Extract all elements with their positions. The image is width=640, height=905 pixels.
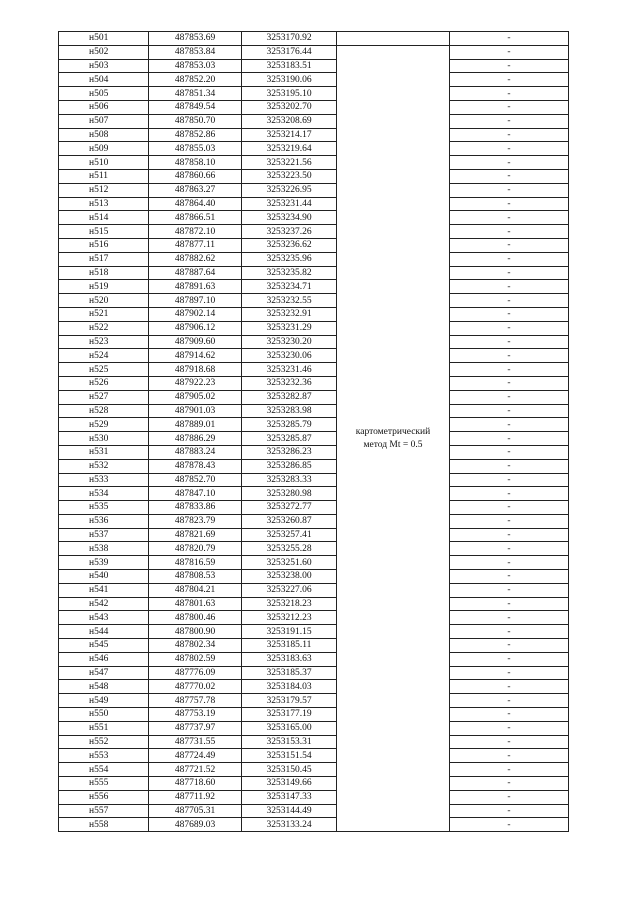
x-coordinate-cell: 487918.68 [149, 363, 242, 377]
note-cell: - [450, 790, 569, 804]
table-row [59, 32, 569, 46]
x-coordinate-cell: 487891.63 [149, 280, 242, 294]
method-cell-merged [337, 45, 450, 831]
note-cell: - [450, 238, 569, 252]
x-coordinate-cell: 487721.52 [149, 763, 242, 777]
point-id-cell: н526 [59, 376, 149, 390]
x-coordinate-cell: 487823.79 [149, 514, 242, 528]
y-coordinate-cell: 3253234.71 [242, 280, 337, 294]
note-cell: - [450, 376, 569, 390]
x-coordinate-cell: 487724.49 [149, 749, 242, 763]
note-cell: - [450, 652, 569, 666]
y-coordinate-cell: 3253221.56 [242, 156, 337, 170]
y-coordinate-cell: 3253232.55 [242, 294, 337, 308]
table-row [59, 570, 569, 584]
point-id-cell: н522 [59, 321, 149, 335]
point-id-cell: н514 [59, 211, 149, 225]
x-coordinate-cell: 487689.03 [149, 818, 242, 832]
x-coordinate-cell: 487922.23 [149, 376, 242, 390]
table-row [59, 211, 569, 225]
table-row [59, 45, 569, 59]
x-coordinate-cell: 487737.97 [149, 721, 242, 735]
x-coordinate-cell: 487887.64 [149, 266, 242, 280]
y-coordinate-cell: 3253234.90 [242, 211, 337, 225]
x-coordinate-cell: 487909.60 [149, 335, 242, 349]
point-id-cell: н507 [59, 114, 149, 128]
table-row [59, 528, 569, 542]
point-id-cell: н552 [59, 735, 149, 749]
x-coordinate-cell: 487889.01 [149, 418, 242, 432]
point-id-cell: н502 [59, 45, 149, 59]
note-cell: - [450, 294, 569, 308]
note-cell: - [450, 528, 569, 542]
table-row [59, 763, 569, 777]
x-coordinate-cell: 487858.10 [149, 156, 242, 170]
note-cell: - [450, 252, 569, 266]
note-cell: - [450, 708, 569, 722]
x-coordinate-cell: 487847.10 [149, 487, 242, 501]
note-cell: - [450, 45, 569, 59]
note-cell: - [450, 445, 569, 459]
table-row [59, 639, 569, 653]
table-row [59, 363, 569, 377]
point-id-cell: н505 [59, 87, 149, 101]
point-id-cell: н545 [59, 639, 149, 653]
note-cell: - [450, 570, 569, 584]
note-cell: - [450, 487, 569, 501]
y-coordinate-cell: 3253272.77 [242, 501, 337, 515]
coordinates-table [58, 31, 569, 832]
point-id-cell: н512 [59, 183, 149, 197]
x-coordinate-cell: 487801.63 [149, 597, 242, 611]
x-coordinate-cell: 487776.09 [149, 666, 242, 680]
point-id-cell: н553 [59, 749, 149, 763]
y-coordinate-cell: 3253283.33 [242, 473, 337, 487]
table-row [59, 625, 569, 639]
note-cell: - [450, 418, 569, 432]
table-row [59, 804, 569, 818]
y-coordinate-cell: 3253257.41 [242, 528, 337, 542]
y-coordinate-cell: 3253232.36 [242, 376, 337, 390]
y-coordinate-cell: 3253231.29 [242, 321, 337, 335]
table-row [59, 445, 569, 459]
y-coordinate-cell: 3253282.87 [242, 390, 337, 404]
x-coordinate-cell: 487886.29 [149, 432, 242, 446]
x-coordinate-cell: 487802.59 [149, 652, 242, 666]
note-cell: - [450, 804, 569, 818]
x-coordinate-cell: 487863.27 [149, 183, 242, 197]
y-coordinate-cell: 3253183.63 [242, 652, 337, 666]
y-coordinate-cell: 3253255.28 [242, 542, 337, 556]
y-coordinate-cell: 3253202.70 [242, 100, 337, 114]
table-row [59, 225, 569, 239]
point-id-cell: н542 [59, 597, 149, 611]
note-cell: - [450, 349, 569, 363]
note-cell: - [450, 542, 569, 556]
note-cell: - [450, 777, 569, 791]
point-id-cell: н523 [59, 335, 149, 349]
y-coordinate-cell: 3253219.64 [242, 142, 337, 156]
y-coordinate-cell: 3253218.23 [242, 597, 337, 611]
y-coordinate-cell: 3253238.00 [242, 570, 337, 584]
method-line-2: метод Mt = 0.5 [363, 439, 423, 450]
point-id-cell: н503 [59, 59, 149, 73]
point-id-cell: н537 [59, 528, 149, 542]
y-coordinate-cell: 3253232.91 [242, 307, 337, 321]
method-line-1: картометрический [355, 426, 431, 437]
point-id-cell: н508 [59, 128, 149, 142]
table-row [59, 87, 569, 101]
table-row [59, 169, 569, 183]
table-row [59, 514, 569, 528]
table-row [59, 473, 569, 487]
point-id-cell: н544 [59, 625, 149, 639]
table-row [59, 252, 569, 266]
point-id-cell: н556 [59, 790, 149, 804]
point-id-cell: н501 [59, 32, 149, 46]
y-coordinate-cell: 3253223.50 [242, 169, 337, 183]
y-coordinate-cell: 3253214.17 [242, 128, 337, 142]
x-coordinate-cell: 487872.10 [149, 225, 242, 239]
note-cell: - [450, 142, 569, 156]
note-cell: - [450, 680, 569, 694]
table-row [59, 114, 569, 128]
table-row [59, 597, 569, 611]
table-row [59, 73, 569, 87]
x-coordinate-cell: 487820.79 [149, 542, 242, 556]
point-id-cell: н511 [59, 169, 149, 183]
note-cell: - [450, 501, 569, 515]
y-coordinate-cell: 3253165.00 [242, 721, 337, 735]
point-id-cell: н536 [59, 514, 149, 528]
note-cell: - [450, 390, 569, 404]
y-coordinate-cell: 3253230.06 [242, 349, 337, 363]
y-coordinate-cell: 3253280.98 [242, 487, 337, 501]
table-row [59, 777, 569, 791]
point-id-cell: н540 [59, 570, 149, 584]
point-id-cell: н534 [59, 487, 149, 501]
table-row [59, 307, 569, 321]
x-coordinate-cell: 487849.54 [149, 100, 242, 114]
x-coordinate-cell: 487866.51 [149, 211, 242, 225]
table-row [59, 749, 569, 763]
x-coordinate-cell: 487852.70 [149, 473, 242, 487]
note-cell: - [450, 749, 569, 763]
x-coordinate-cell: 487731.55 [149, 735, 242, 749]
point-id-cell: н550 [59, 708, 149, 722]
x-coordinate-cell: 487833.86 [149, 501, 242, 515]
table-row [59, 432, 569, 446]
table-row [59, 321, 569, 335]
point-id-cell: н547 [59, 666, 149, 680]
point-id-cell: н504 [59, 73, 149, 87]
table-row [59, 459, 569, 473]
point-id-cell: н554 [59, 763, 149, 777]
x-coordinate-cell: 487800.90 [149, 625, 242, 639]
note-cell: - [450, 639, 569, 653]
table-row [59, 349, 569, 363]
note-cell: - [450, 32, 569, 46]
note-cell: - [450, 59, 569, 73]
x-coordinate-cell: 487770.02 [149, 680, 242, 694]
note-cell: - [450, 335, 569, 349]
y-coordinate-cell: 3253133.24 [242, 818, 337, 832]
y-coordinate-cell: 3253286.23 [242, 445, 337, 459]
y-coordinate-cell: 3253153.31 [242, 735, 337, 749]
note-cell: - [450, 307, 569, 321]
x-coordinate-cell: 487864.40 [149, 197, 242, 211]
note-cell: - [450, 197, 569, 211]
table-row [59, 611, 569, 625]
table-row [59, 501, 569, 515]
x-coordinate-cell: 487711.92 [149, 790, 242, 804]
table-row [59, 666, 569, 680]
point-id-cell: н533 [59, 473, 149, 487]
y-coordinate-cell: 3253231.46 [242, 363, 337, 377]
table-row [59, 735, 569, 749]
y-coordinate-cell: 3253184.03 [242, 680, 337, 694]
y-coordinate-cell: 3253151.54 [242, 749, 337, 763]
x-coordinate-cell: 487851.34 [149, 87, 242, 101]
x-coordinate-cell: 487816.59 [149, 556, 242, 570]
table-row [59, 128, 569, 142]
point-id-cell: н538 [59, 542, 149, 556]
table-row [59, 294, 569, 308]
note-cell: - [450, 583, 569, 597]
y-coordinate-cell: 3253212.23 [242, 611, 337, 625]
note-cell: - [450, 556, 569, 570]
point-id-cell: н541 [59, 583, 149, 597]
x-coordinate-cell: 487800.46 [149, 611, 242, 625]
point-id-cell: н528 [59, 404, 149, 418]
y-coordinate-cell: 3253230.20 [242, 335, 337, 349]
y-coordinate-cell: 3253147.33 [242, 790, 337, 804]
note-cell: - [450, 280, 569, 294]
table-row [59, 390, 569, 404]
y-coordinate-cell: 3253177.19 [242, 708, 337, 722]
x-coordinate-cell: 487853.03 [149, 59, 242, 73]
point-id-cell: н513 [59, 197, 149, 211]
point-id-cell: н524 [59, 349, 149, 363]
x-coordinate-cell: 487850.70 [149, 114, 242, 128]
point-id-cell: н510 [59, 156, 149, 170]
table-row [59, 708, 569, 722]
point-id-cell: н521 [59, 307, 149, 321]
x-coordinate-cell: 487906.12 [149, 321, 242, 335]
note-cell: - [450, 225, 569, 239]
x-coordinate-cell: 487897.10 [149, 294, 242, 308]
y-coordinate-cell: 3253237.26 [242, 225, 337, 239]
x-coordinate-cell: 487882.62 [149, 252, 242, 266]
x-coordinate-cell: 487718.60 [149, 777, 242, 791]
x-coordinate-cell: 487852.20 [149, 73, 242, 87]
point-id-cell: н535 [59, 501, 149, 515]
note-cell: - [450, 666, 569, 680]
point-id-cell: н530 [59, 432, 149, 446]
note-cell: - [450, 114, 569, 128]
table-row [59, 487, 569, 501]
table-row [59, 818, 569, 832]
table-row [59, 100, 569, 114]
x-coordinate-cell: 487901.03 [149, 404, 242, 418]
point-id-cell: н543 [59, 611, 149, 625]
note-cell: - [450, 156, 569, 170]
note-cell: - [450, 363, 569, 377]
point-id-cell: н519 [59, 280, 149, 294]
table-row [59, 418, 569, 432]
x-coordinate-cell: 487852.86 [149, 128, 242, 142]
note-cell: - [450, 73, 569, 87]
table-row [59, 197, 569, 211]
table-row [59, 266, 569, 280]
note-cell: - [450, 432, 569, 446]
y-coordinate-cell: 3253235.82 [242, 266, 337, 280]
point-id-cell: н515 [59, 225, 149, 239]
x-coordinate-cell: 487878.43 [149, 459, 242, 473]
y-coordinate-cell: 3253236.62 [242, 238, 337, 252]
table-row [59, 721, 569, 735]
x-coordinate-cell: 487860.66 [149, 169, 242, 183]
x-coordinate-cell: 487877.11 [149, 238, 242, 252]
x-coordinate-cell: 487757.78 [149, 694, 242, 708]
coordinates-document [58, 31, 569, 832]
y-coordinate-cell: 3253260.87 [242, 514, 337, 528]
x-coordinate-cell: 487821.69 [149, 528, 242, 542]
point-id-cell: н520 [59, 294, 149, 308]
note-cell: - [450, 183, 569, 197]
y-coordinate-cell: 3253227.06 [242, 583, 337, 597]
note-cell: - [450, 128, 569, 142]
table-row [59, 790, 569, 804]
table-row [59, 652, 569, 666]
x-coordinate-cell: 487914.62 [149, 349, 242, 363]
y-coordinate-cell: 3253251.60 [242, 556, 337, 570]
point-id-cell: н549 [59, 694, 149, 708]
note-cell: - [450, 473, 569, 487]
table-row [59, 680, 569, 694]
table-row [59, 542, 569, 556]
y-coordinate-cell: 3253208.69 [242, 114, 337, 128]
note-cell: - [450, 763, 569, 777]
note-cell: - [450, 694, 569, 708]
y-coordinate-cell: 3253195.10 [242, 87, 337, 101]
note-cell: - [450, 459, 569, 473]
x-coordinate-cell: 487802.34 [149, 639, 242, 653]
note-cell: - [450, 735, 569, 749]
table-row [59, 142, 569, 156]
note-cell: - [450, 597, 569, 611]
y-coordinate-cell: 3253179.57 [242, 694, 337, 708]
table-row [59, 404, 569, 418]
point-id-cell: н539 [59, 556, 149, 570]
point-id-cell: н531 [59, 445, 149, 459]
y-coordinate-cell: 3253185.11 [242, 639, 337, 653]
point-id-cell: н551 [59, 721, 149, 735]
y-coordinate-cell: 3253185.37 [242, 666, 337, 680]
y-coordinate-cell: 3253285.87 [242, 432, 337, 446]
method-cell-first [337, 32, 450, 46]
x-coordinate-cell: 487905.02 [149, 390, 242, 404]
note-cell: - [450, 100, 569, 114]
point-id-cell: н558 [59, 818, 149, 832]
point-id-cell: н516 [59, 238, 149, 252]
y-coordinate-cell: 3253190.06 [242, 73, 337, 87]
table-row [59, 556, 569, 570]
x-coordinate-cell: 487853.69 [149, 32, 242, 46]
note-cell: - [450, 818, 569, 832]
coordinates-table-body [59, 32, 569, 832]
y-coordinate-cell: 3253286.85 [242, 459, 337, 473]
y-coordinate-cell: 3253235.96 [242, 252, 337, 266]
y-coordinate-cell: 3253183.51 [242, 59, 337, 73]
y-coordinate-cell: 3253144.49 [242, 804, 337, 818]
y-coordinate-cell: 3253231.44 [242, 197, 337, 211]
point-id-cell: н506 [59, 100, 149, 114]
x-coordinate-cell: 487853.84 [149, 45, 242, 59]
point-id-cell: н548 [59, 680, 149, 694]
note-cell: - [450, 169, 569, 183]
point-id-cell: н517 [59, 252, 149, 266]
note-cell: - [450, 266, 569, 280]
note-cell: - [450, 625, 569, 639]
note-cell: - [450, 87, 569, 101]
table-row [59, 694, 569, 708]
note-cell: - [450, 404, 569, 418]
y-coordinate-cell: 3253150.45 [242, 763, 337, 777]
note-cell: - [450, 211, 569, 225]
x-coordinate-cell: 487883.24 [149, 445, 242, 459]
point-id-cell: н525 [59, 363, 149, 377]
x-coordinate-cell: 487855.03 [149, 142, 242, 156]
point-id-cell: н532 [59, 459, 149, 473]
point-id-cell: н555 [59, 777, 149, 791]
point-id-cell: н527 [59, 390, 149, 404]
point-id-cell: н529 [59, 418, 149, 432]
note-cell: - [450, 514, 569, 528]
point-id-cell: н546 [59, 652, 149, 666]
table-row [59, 238, 569, 252]
x-coordinate-cell: 487902.14 [149, 307, 242, 321]
x-coordinate-cell: 487808.53 [149, 570, 242, 584]
x-coordinate-cell: 487804.21 [149, 583, 242, 597]
y-coordinate-cell: 3253285.79 [242, 418, 337, 432]
y-coordinate-cell: 3253170.92 [242, 32, 337, 46]
table-row [59, 183, 569, 197]
point-id-cell: н518 [59, 266, 149, 280]
note-cell: - [450, 611, 569, 625]
table-row [59, 376, 569, 390]
x-coordinate-cell: 487705.31 [149, 804, 242, 818]
table-row [59, 335, 569, 349]
y-coordinate-cell: 3253283.98 [242, 404, 337, 418]
y-coordinate-cell: 3253191.15 [242, 625, 337, 639]
table-row [59, 280, 569, 294]
y-coordinate-cell: 3253176.44 [242, 45, 337, 59]
note-cell: - [450, 321, 569, 335]
point-id-cell: н509 [59, 142, 149, 156]
y-coordinate-cell: 3253149.66 [242, 777, 337, 791]
note-cell: - [450, 721, 569, 735]
table-row [59, 156, 569, 170]
x-coordinate-cell: 487753.19 [149, 708, 242, 722]
table-row [59, 583, 569, 597]
point-id-cell: н557 [59, 804, 149, 818]
table-row [59, 59, 569, 73]
y-coordinate-cell: 3253226.95 [242, 183, 337, 197]
